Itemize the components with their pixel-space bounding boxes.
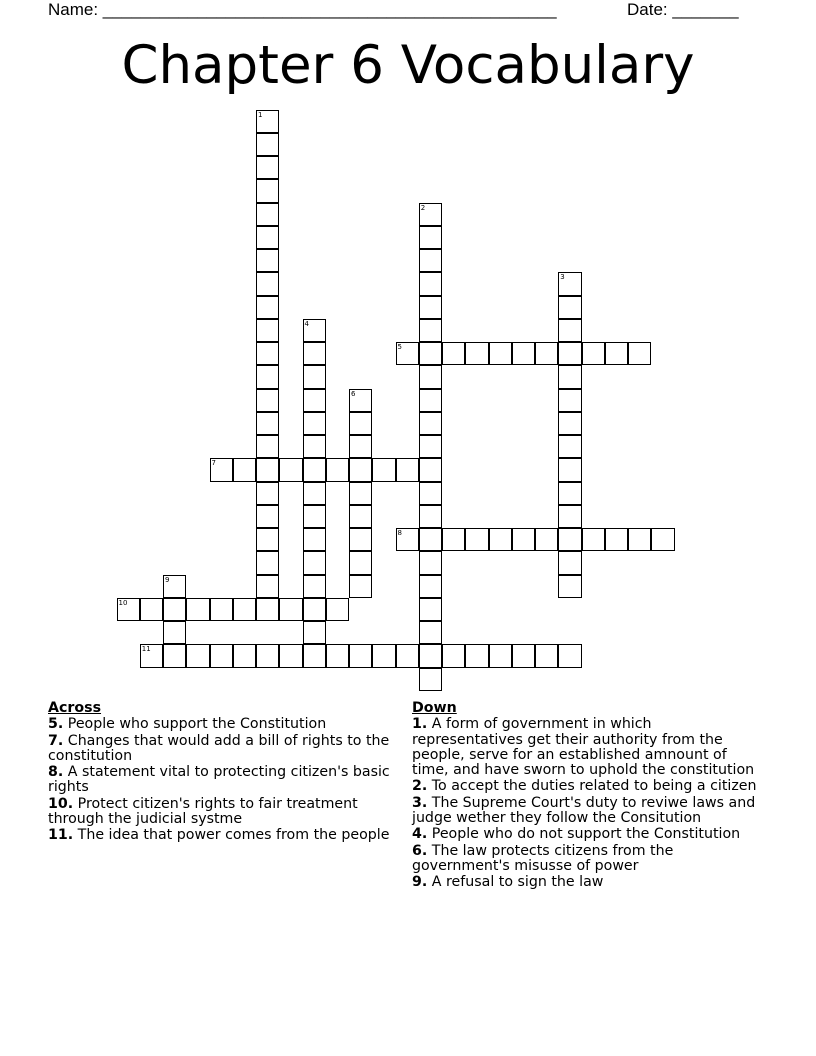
crossword-cell[interactable] bbox=[326, 644, 349, 667]
crossword-cell[interactable] bbox=[256, 482, 279, 505]
crossword-cell[interactable] bbox=[349, 412, 372, 435]
crossword-cell[interactable] bbox=[582, 528, 605, 551]
crossword-cell[interactable] bbox=[303, 505, 326, 528]
crossword-cell[interactable] bbox=[256, 249, 279, 272]
crossword-cell[interactable] bbox=[349, 389, 372, 412]
crossword-cell[interactable] bbox=[303, 482, 326, 505]
crossword-cell[interactable] bbox=[419, 668, 442, 691]
across-clue bbox=[48, 765, 398, 796]
crossword-cell[interactable] bbox=[512, 342, 535, 365]
crossword-cell[interactable] bbox=[419, 342, 442, 365]
cell-number: 6 bbox=[351, 389, 356, 398]
crossword-cell[interactable] bbox=[303, 319, 326, 342]
crossword-cell[interactable] bbox=[442, 528, 465, 551]
crossword-cell[interactable] bbox=[512, 528, 535, 551]
crossword-cell[interactable] bbox=[558, 505, 581, 528]
across-clue bbox=[48, 797, 398, 828]
crossword-cell[interactable] bbox=[372, 644, 395, 667]
crossword-cell[interactable] bbox=[303, 598, 326, 621]
clue-text: A refusal to sign the law bbox=[431, 874, 604, 891]
crossword-cell[interactable] bbox=[256, 319, 279, 342]
down-clue bbox=[412, 827, 762, 842]
crossword-cell[interactable] bbox=[279, 458, 302, 481]
crossword-cell[interactable] bbox=[349, 482, 372, 505]
crossword-cell[interactable] bbox=[558, 482, 581, 505]
crossword-cell[interactable] bbox=[256, 435, 279, 458]
across-heading: Across bbox=[48, 700, 102, 716]
crossword-cell[interactable] bbox=[419, 272, 442, 295]
crossword-cell[interactable] bbox=[163, 598, 186, 621]
clue-number: 4. bbox=[412, 826, 428, 843]
crossword-cell[interactable] bbox=[256, 272, 279, 295]
crossword-cell[interactable] bbox=[140, 644, 163, 667]
cell-number: 10 bbox=[118, 598, 128, 607]
crossword-cell[interactable] bbox=[558, 644, 581, 667]
clue-number: 11. bbox=[48, 827, 74, 844]
crossword-cell[interactable] bbox=[326, 598, 349, 621]
crossword-cell[interactable] bbox=[535, 342, 558, 365]
crossword-cell[interactable] bbox=[419, 505, 442, 528]
crossword-cell[interactable] bbox=[628, 342, 651, 365]
crossword-cell[interactable] bbox=[396, 528, 419, 551]
crossword-cell[interactable] bbox=[303, 435, 326, 458]
crossword-cell[interactable] bbox=[303, 342, 326, 365]
crossword-cell[interactable] bbox=[303, 389, 326, 412]
crossword-cell[interactable] bbox=[256, 365, 279, 388]
crossword-cell[interactable] bbox=[558, 458, 581, 481]
crossword-cell[interactable] bbox=[558, 435, 581, 458]
crossword-cell[interactable] bbox=[349, 644, 372, 667]
crossword-cell[interactable] bbox=[349, 551, 372, 574]
crossword-cell[interactable] bbox=[419, 412, 442, 435]
crossword-cell[interactable] bbox=[605, 342, 628, 365]
cell-number: 3 bbox=[560, 273, 565, 282]
clue-text: To accept the duties related to being a citizen bbox=[431, 778, 757, 795]
crossword-cell[interactable] bbox=[256, 458, 279, 481]
down-clue bbox=[412, 875, 762, 890]
down-clue bbox=[412, 717, 762, 778]
cell-number: 8 bbox=[397, 529, 402, 537]
crossword-cell[interactable] bbox=[233, 458, 256, 481]
crossword-cell[interactable] bbox=[303, 365, 326, 388]
crossword-cell[interactable] bbox=[558, 389, 581, 412]
crossword-cell[interactable] bbox=[558, 528, 581, 551]
crossword-cell[interactable] bbox=[558, 342, 581, 365]
crossword-cell[interactable] bbox=[186, 598, 209, 621]
crossword-cell[interactable] bbox=[419, 296, 442, 319]
crossword-cell[interactable] bbox=[256, 505, 279, 528]
crossword-cell[interactable] bbox=[163, 621, 186, 644]
crossword-cell[interactable] bbox=[303, 412, 326, 435]
crossword-cell[interactable] bbox=[558, 272, 581, 295]
crossword-cell[interactable] bbox=[326, 458, 349, 481]
cell-number: 1 bbox=[258, 110, 263, 119]
clue-text: A statement vital to protecting citizen's basic rights bbox=[48, 764, 390, 796]
crossword-cell[interactable] bbox=[256, 110, 279, 133]
crossword-cell[interactable] bbox=[349, 528, 372, 551]
crossword-cell[interactable] bbox=[512, 644, 535, 667]
crossword-cell[interactable] bbox=[303, 528, 326, 551]
crossword-cell[interactable] bbox=[256, 598, 279, 621]
crossword-cell[interactable] bbox=[303, 551, 326, 574]
crossword-cell[interactable] bbox=[419, 365, 442, 388]
clue-number: 3. bbox=[412, 794, 428, 811]
crossword-cell[interactable] bbox=[558, 365, 581, 388]
across-clues bbox=[48, 701, 398, 845]
crossword-cell[interactable] bbox=[419, 226, 442, 249]
cell-number: 11 bbox=[141, 645, 151, 654]
crossword-cell[interactable] bbox=[256, 203, 279, 226]
crossword-cell[interactable] bbox=[558, 575, 581, 598]
crossword-cell[interactable] bbox=[465, 644, 488, 667]
across-clue bbox=[48, 717, 398, 732]
crossword-cell[interactable] bbox=[163, 575, 186, 598]
clue-text: Protect citizen's rights to fair treatment through the judicial systme bbox=[48, 795, 358, 828]
clue-number: 10. bbox=[48, 795, 74, 812]
crossword-cell[interactable] bbox=[628, 528, 651, 551]
page-title: Chapter 6 Vocabulary bbox=[121, 35, 695, 96]
crossword-cell[interactable] bbox=[396, 458, 419, 481]
crossword-cell[interactable] bbox=[558, 296, 581, 319]
crossword-cell[interactable] bbox=[442, 342, 465, 365]
clue-number: 9. bbox=[412, 874, 428, 891]
crossword-cell[interactable] bbox=[605, 528, 628, 551]
crossword-cell[interactable] bbox=[186, 644, 209, 667]
crossword-cell[interactable] bbox=[419, 249, 442, 272]
crossword-cell[interactable] bbox=[419, 203, 442, 226]
crossword-cell[interactable] bbox=[419, 458, 442, 481]
down-clue bbox=[412, 779, 762, 794]
cell-number: 4 bbox=[304, 319, 309, 328]
crossword-cell[interactable] bbox=[303, 621, 326, 644]
crossword-cell[interactable] bbox=[558, 551, 581, 574]
crossword-cell[interactable] bbox=[210, 598, 233, 621]
crossword-cell[interactable] bbox=[442, 644, 465, 667]
crossword-cell[interactable] bbox=[396, 342, 419, 365]
crossword-cell[interactable] bbox=[303, 575, 326, 598]
crossword-cell[interactable] bbox=[558, 319, 581, 342]
crossword-cell[interactable] bbox=[256, 575, 279, 598]
crossword-cell[interactable] bbox=[396, 644, 419, 667]
cell-number: 2 bbox=[420, 203, 426, 212]
crossword-cell[interactable] bbox=[233, 598, 256, 621]
crossword-cell[interactable] bbox=[117, 598, 140, 621]
crossword-cell[interactable] bbox=[140, 598, 163, 621]
clue-number: 2. bbox=[412, 778, 428, 795]
crossword-cell[interactable] bbox=[256, 342, 279, 365]
crossword-cell[interactable] bbox=[349, 435, 372, 458]
date-field[interactable]: Date: _______ bbox=[627, 0, 739, 19]
crossword-cell[interactable] bbox=[419, 319, 442, 342]
down-heading: Down bbox=[412, 700, 457, 716]
crossword-cell[interactable] bbox=[233, 644, 256, 667]
down-clues bbox=[412, 701, 762, 892]
crossword-cell[interactable] bbox=[303, 644, 326, 667]
crossword-cell[interactable] bbox=[419, 435, 442, 458]
crossword-cell[interactable] bbox=[558, 412, 581, 435]
clue-text: People who do not support the Constitution bbox=[431, 826, 741, 843]
crossword-cell[interactable] bbox=[256, 133, 279, 156]
clue-number: 5. bbox=[48, 716, 64, 733]
crossword-cell[interactable] bbox=[349, 575, 372, 598]
down-clue bbox=[412, 844, 762, 875]
across-clue bbox=[48, 828, 398, 843]
crossword-cell[interactable] bbox=[256, 156, 279, 179]
clue-text: The Supreme Court's duty to reviwe laws and judge wether they follow the Consitution bbox=[412, 794, 756, 827]
cell-number: 9 bbox=[165, 575, 170, 584]
crossword-cell[interactable] bbox=[465, 528, 488, 551]
across-clue bbox=[48, 734, 398, 765]
clue-text: The law protects citizens from the government's misusse of power bbox=[412, 842, 674, 874]
crossword-cell[interactable] bbox=[535, 528, 558, 551]
clue-text: A form of government in which representatives get their authority from the people, serve for an established amnount of time, and have sworn to uphold the constitution bbox=[412, 716, 755, 779]
crossword-cell[interactable] bbox=[256, 226, 279, 249]
clue-number: 7. bbox=[48, 732, 64, 749]
crossword-cell[interactable] bbox=[163, 644, 186, 667]
cell-number: 7 bbox=[211, 459, 216, 468]
crossword-cell[interactable] bbox=[349, 505, 372, 528]
crossword-cell[interactable] bbox=[489, 528, 512, 551]
crossword-cell[interactable] bbox=[256, 644, 279, 667]
name-field[interactable]: Name: ________________________________________________ bbox=[48, 0, 557, 19]
cell-number: 5 bbox=[397, 343, 402, 351]
crossword-cell[interactable] bbox=[256, 296, 279, 319]
crossword-cell[interactable] bbox=[489, 342, 512, 365]
crossword-cell[interactable] bbox=[349, 458, 372, 481]
crossword-cell[interactable] bbox=[279, 598, 302, 621]
crossword-cell[interactable] bbox=[651, 528, 674, 551]
crossword-cell[interactable] bbox=[582, 342, 605, 365]
clue-number: 6. bbox=[412, 842, 428, 859]
crossword-cell[interactable] bbox=[535, 644, 558, 667]
crossword-cell[interactable] bbox=[210, 644, 233, 667]
crossword-cell[interactable] bbox=[419, 389, 442, 412]
clue-number: 8. bbox=[48, 764, 64, 781]
crossword-cell[interactable] bbox=[256, 389, 279, 412]
crossword-cell[interactable] bbox=[419, 621, 442, 644]
clue-number: 1. bbox=[412, 716, 428, 733]
crossword-cell[interactable] bbox=[303, 458, 326, 481]
crossword-cell[interactable] bbox=[279, 644, 302, 667]
crossword-cell[interactable] bbox=[419, 528, 442, 551]
crossword-cell[interactable] bbox=[489, 644, 512, 667]
crossword-cell[interactable] bbox=[256, 528, 279, 551]
crossword-cell[interactable] bbox=[256, 179, 279, 202]
clue-text: People who support the Constitution bbox=[67, 716, 327, 733]
crossword-cell[interactable] bbox=[419, 575, 442, 598]
crossword-cell[interactable] bbox=[419, 551, 442, 574]
crossword-cell[interactable] bbox=[256, 412, 279, 435]
crossword-cell[interactable] bbox=[419, 482, 442, 505]
crossword-cell[interactable] bbox=[419, 598, 442, 621]
clue-text: The idea that power comes from the people bbox=[77, 827, 390, 844]
crossword-cell[interactable] bbox=[372, 458, 395, 481]
crossword-cell[interactable] bbox=[256, 551, 279, 574]
clue-text: Changes that would add a bill of rights to the constitution bbox=[48, 732, 390, 764]
crossword-cell[interactable] bbox=[419, 644, 442, 667]
crossword-cell[interactable] bbox=[210, 458, 233, 481]
crossword-cell[interactable] bbox=[465, 342, 488, 365]
down-clue bbox=[412, 796, 762, 827]
